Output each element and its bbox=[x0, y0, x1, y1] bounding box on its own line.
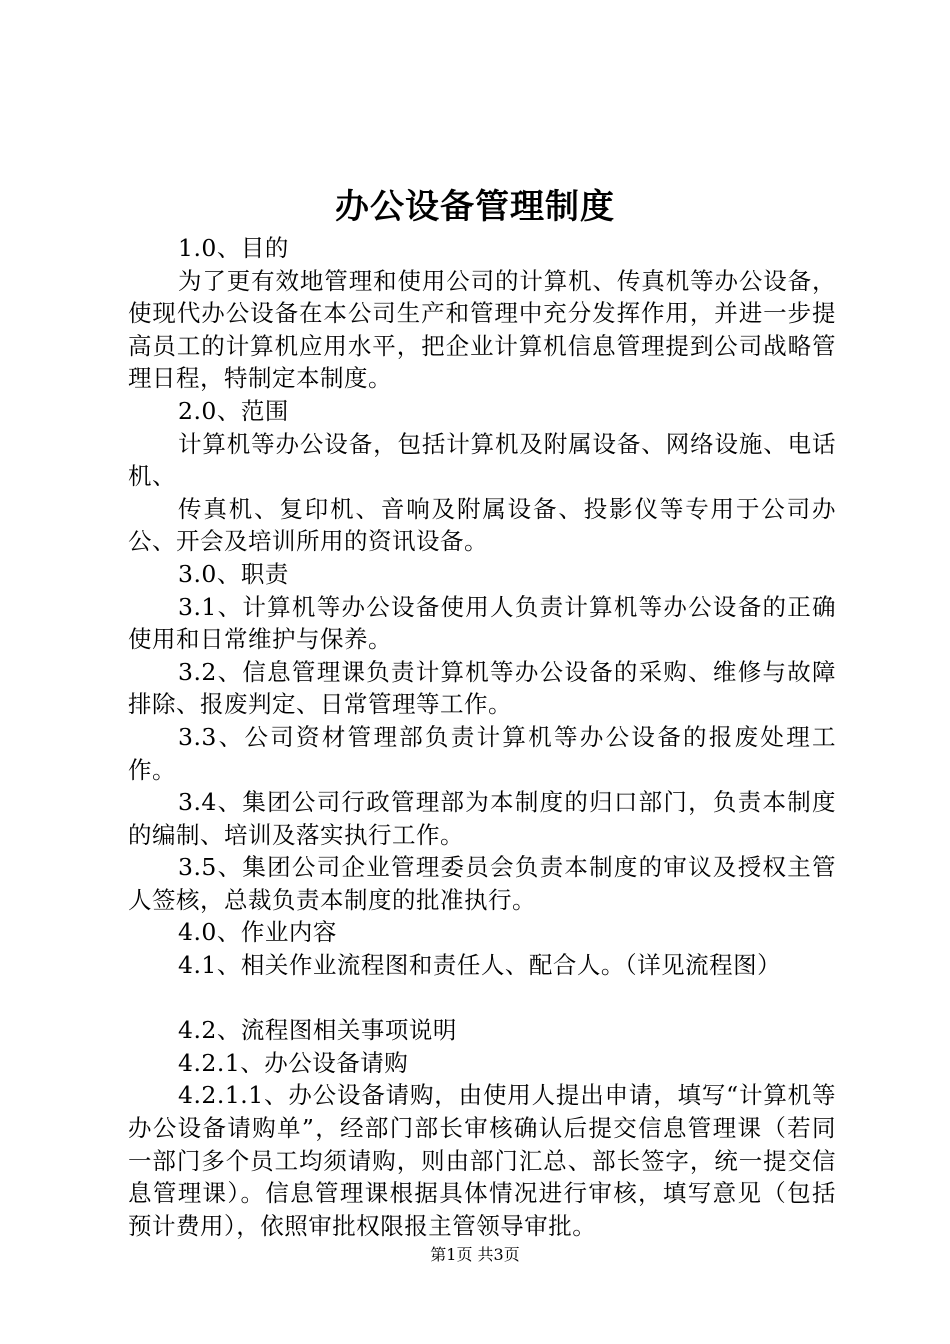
paragraph: 3.5、集团公司企业管理委员会负责本制度的审议及授权主管人签核，总裁负责本制度的批准执行。 bbox=[128, 853, 836, 914]
paragraph: 4.2.1.1、办公设备请购，由使用人提出申请，填写“计算机等办公设备请购单”，经部门部长审核确认后提交信息管理课（若同一部门多个员工均须请购，则由部门汇总、部长签字，统一提交信息管理课）。信息管理课根据具体情况进行审核，填写意见（包括预计费用），依照审批权限报主管领导审批。 bbox=[128, 1081, 836, 1240]
paragraph: 3.3、公司资材管理部负责计算机等办公设备的报废处理工作。 bbox=[128, 722, 836, 784]
subsection-heading: 4.2.1、办公设备请购 bbox=[178, 1048, 409, 1077]
document-title: 办公设备管理制度 bbox=[335, 187, 615, 227]
paragraph: 为了更有效地管理和使用公司的计算机、传真机等办公设备，使现代办公设备在本公司生产和管理中充分发挥作用，并进一步提高员工的计算机应用水平，把企业计算机信息管理提到公司战略管理日程，特制定本制度。 bbox=[128, 266, 836, 393]
section-heading: 2.0、范围 bbox=[178, 396, 289, 425]
page-footer: 第1页 共3页 bbox=[430, 1245, 520, 1264]
document-body bbox=[128, 232, 836, 1242]
section-heading: 3.0、职责 bbox=[178, 559, 289, 588]
paragraph: 计算机等办公设备，包括计算机及附属设备、网络设施、电话机、 bbox=[128, 429, 836, 491]
paragraph: 3.1、计算机等办公设备使用人负责计算机等办公设备的正确使用和日常维护与保养。 bbox=[128, 592, 836, 654]
subsection-heading: 4.2、流程图相关事项说明 bbox=[178, 1016, 457, 1045]
section-heading: 4.0、作业内容 bbox=[178, 918, 337, 947]
paragraph: 4.1、相关作业流程图和责任人、配合人。（详见流程图） bbox=[178, 951, 782, 980]
paragraph: 3.4、集团公司行政管理部为本制度的归口部门，负责本制度的编制、培训及落实执行工作。 bbox=[128, 788, 836, 849]
paragraph: 传真机、复印机、音响及附属设备、投影仪等专用于公司办公、开会及培训所用的资讯设备。 bbox=[128, 494, 836, 556]
section-heading: 1.0、目的 bbox=[178, 234, 289, 262]
blank-line bbox=[128, 982, 836, 1015]
paragraph: 3.2、信息管理课负责计算机等办公设备的采购、维修与故障排除、报废判定、日常管理等工作。 bbox=[128, 657, 836, 719]
